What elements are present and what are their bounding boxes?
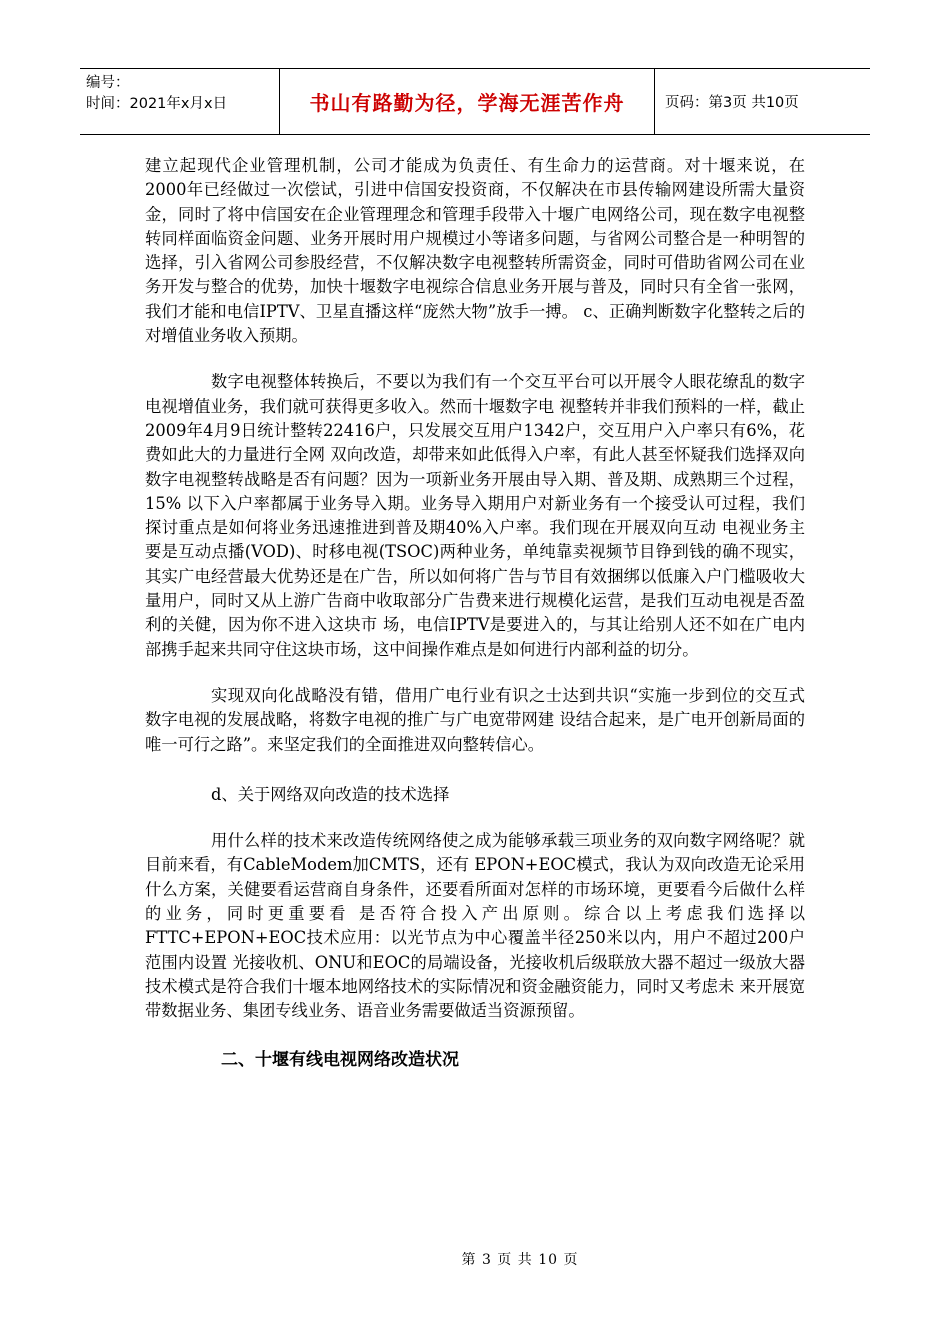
document-body [145,154,805,1072]
header-page-info: 页码：第3页 共10页 [665,95,799,111]
subsection-d-title: d、关于网络双向改造的技术选择 [211,784,450,804]
document-number-label: 编号： [86,75,130,91]
paragraph-1: 建立起现代企业管理机制，公司才能成为负责任、有生命力的运营商。对十堰来说，在2000年已经做过一次偿试，引进中信国安投资商，不仅解决在市县传输网建设所需大量资金，同时了将中信国安在企业管理理念和管理手段带入十堰广电网络公司，现在数字电视整转同样面临资金问题、业务开展时用户规模过小等诸多问题，与省网公司整合是一种明智的选择，引入省网公司参股经营，不仅解决数字电视整转所需资金，同时可借助省网公司在业务开发与整合的优势，加快十堰数字电视综合信息业务开展与普及，同时只有全省一张网，我们才能和电信IPTV、卫星直播这样“庞然大物”放手一搏。 c、正确判断数字化整转之后的对增值业务收入预期。 [145,156,805,346]
paragraph-4: 用什么样的技术来改造传统网络使之成为能够承载三项业务的双向数字网络呢？就目前来看，有CableModem加CMTS，还有 EPON+EOC模式，我认为双向改造无论采用什么方案，关健要看运营商自身条件，还要看所面对怎样的市场环境，更要看今后做什么样的业务，同时更重要看 是否符合投入产出原则。综合以上考虑我们选择以FTTC+EPON+EOC技术应用：以光节点为中心覆盖半径250米以内，用户不超过200户范围内设置 光接收机、ONU和EOC的局端设备，光接收机后级联放大器不超过一级放大器技术模式是符合我们十堰本地网络技术的实际情况和资金融资能力，同时又考虑未 来开展宽带数据业务、集团专线业务、语音业务需要做适当资源预留。 [145,831,805,1021]
header-motto: 书山有路勤为径，学海无涯苦作舟 [280,69,655,134]
paragraph-3: 实现双向化战略没有错，借用广电行业有识之士达到共识“实施一步到位的交互式数字电视的发展战略，将数字电视的推广与广电宽带网建 设结合起来，是广电开创新局面的唯一可行之路”。来坚定我们的全面推进双向整转信心。 [145,685,805,754]
page-header [80,68,870,135]
page-footer [0,1249,950,1269]
section-heading: 二、十堰有线电视网络改造状况 [221,1049,459,1070]
paragraph-2: 数字电视整体转换后，不要以为我们有一个交互平台可以开展令人眼花缭乱的数字电视增值业务，我们就可获得更多收入。然而十堰数字电 视整转并非我们预料的一样，截止2009年4月9日统计整转22416户，只发展交互用户1342户，交互用户入户率只有6%，花费如此大的力量进行全网 双向改造，却带来如此低得入户率，有此人甚至怀疑我们选择双向数字电视整转战略是否有问题？因为一项新业务开展由导入期、普及期、成熟期三个过程，15% 以下入户率都属于业务导入期。业务导入期用户对新业务有一个接受认可过程，我们探讨重点是如何将业务迅速推进到普及期40%入户率。我们现在开展双向互动 电视业务主要是互动点播(VOD)、时移电视(TSOC)两种业务，单纯靠卖视频节目铮到钱的确不现实，其实广电经营最大优势还是在广告，所以如何将广告与节目有效捆绑以低廉入户门槛吸收大量用户，同时又从上游广告商中收取部分广告费来进行规模化运营，是我们互动电视是否盈利的关健，因为你不进入这块市 场，电信IPTV是要进入的，与其让给别人还不如在广电内部携手起来共同守住这块市场，这中间操作难点是如何进行内部利益的切分。 [145,372,805,659]
header-meta [80,69,280,134]
footer-page-number: 第 3 页 共 10 页 [461,1252,579,1268]
document-time-label: 时间：2021年x月x日 [86,96,228,112]
